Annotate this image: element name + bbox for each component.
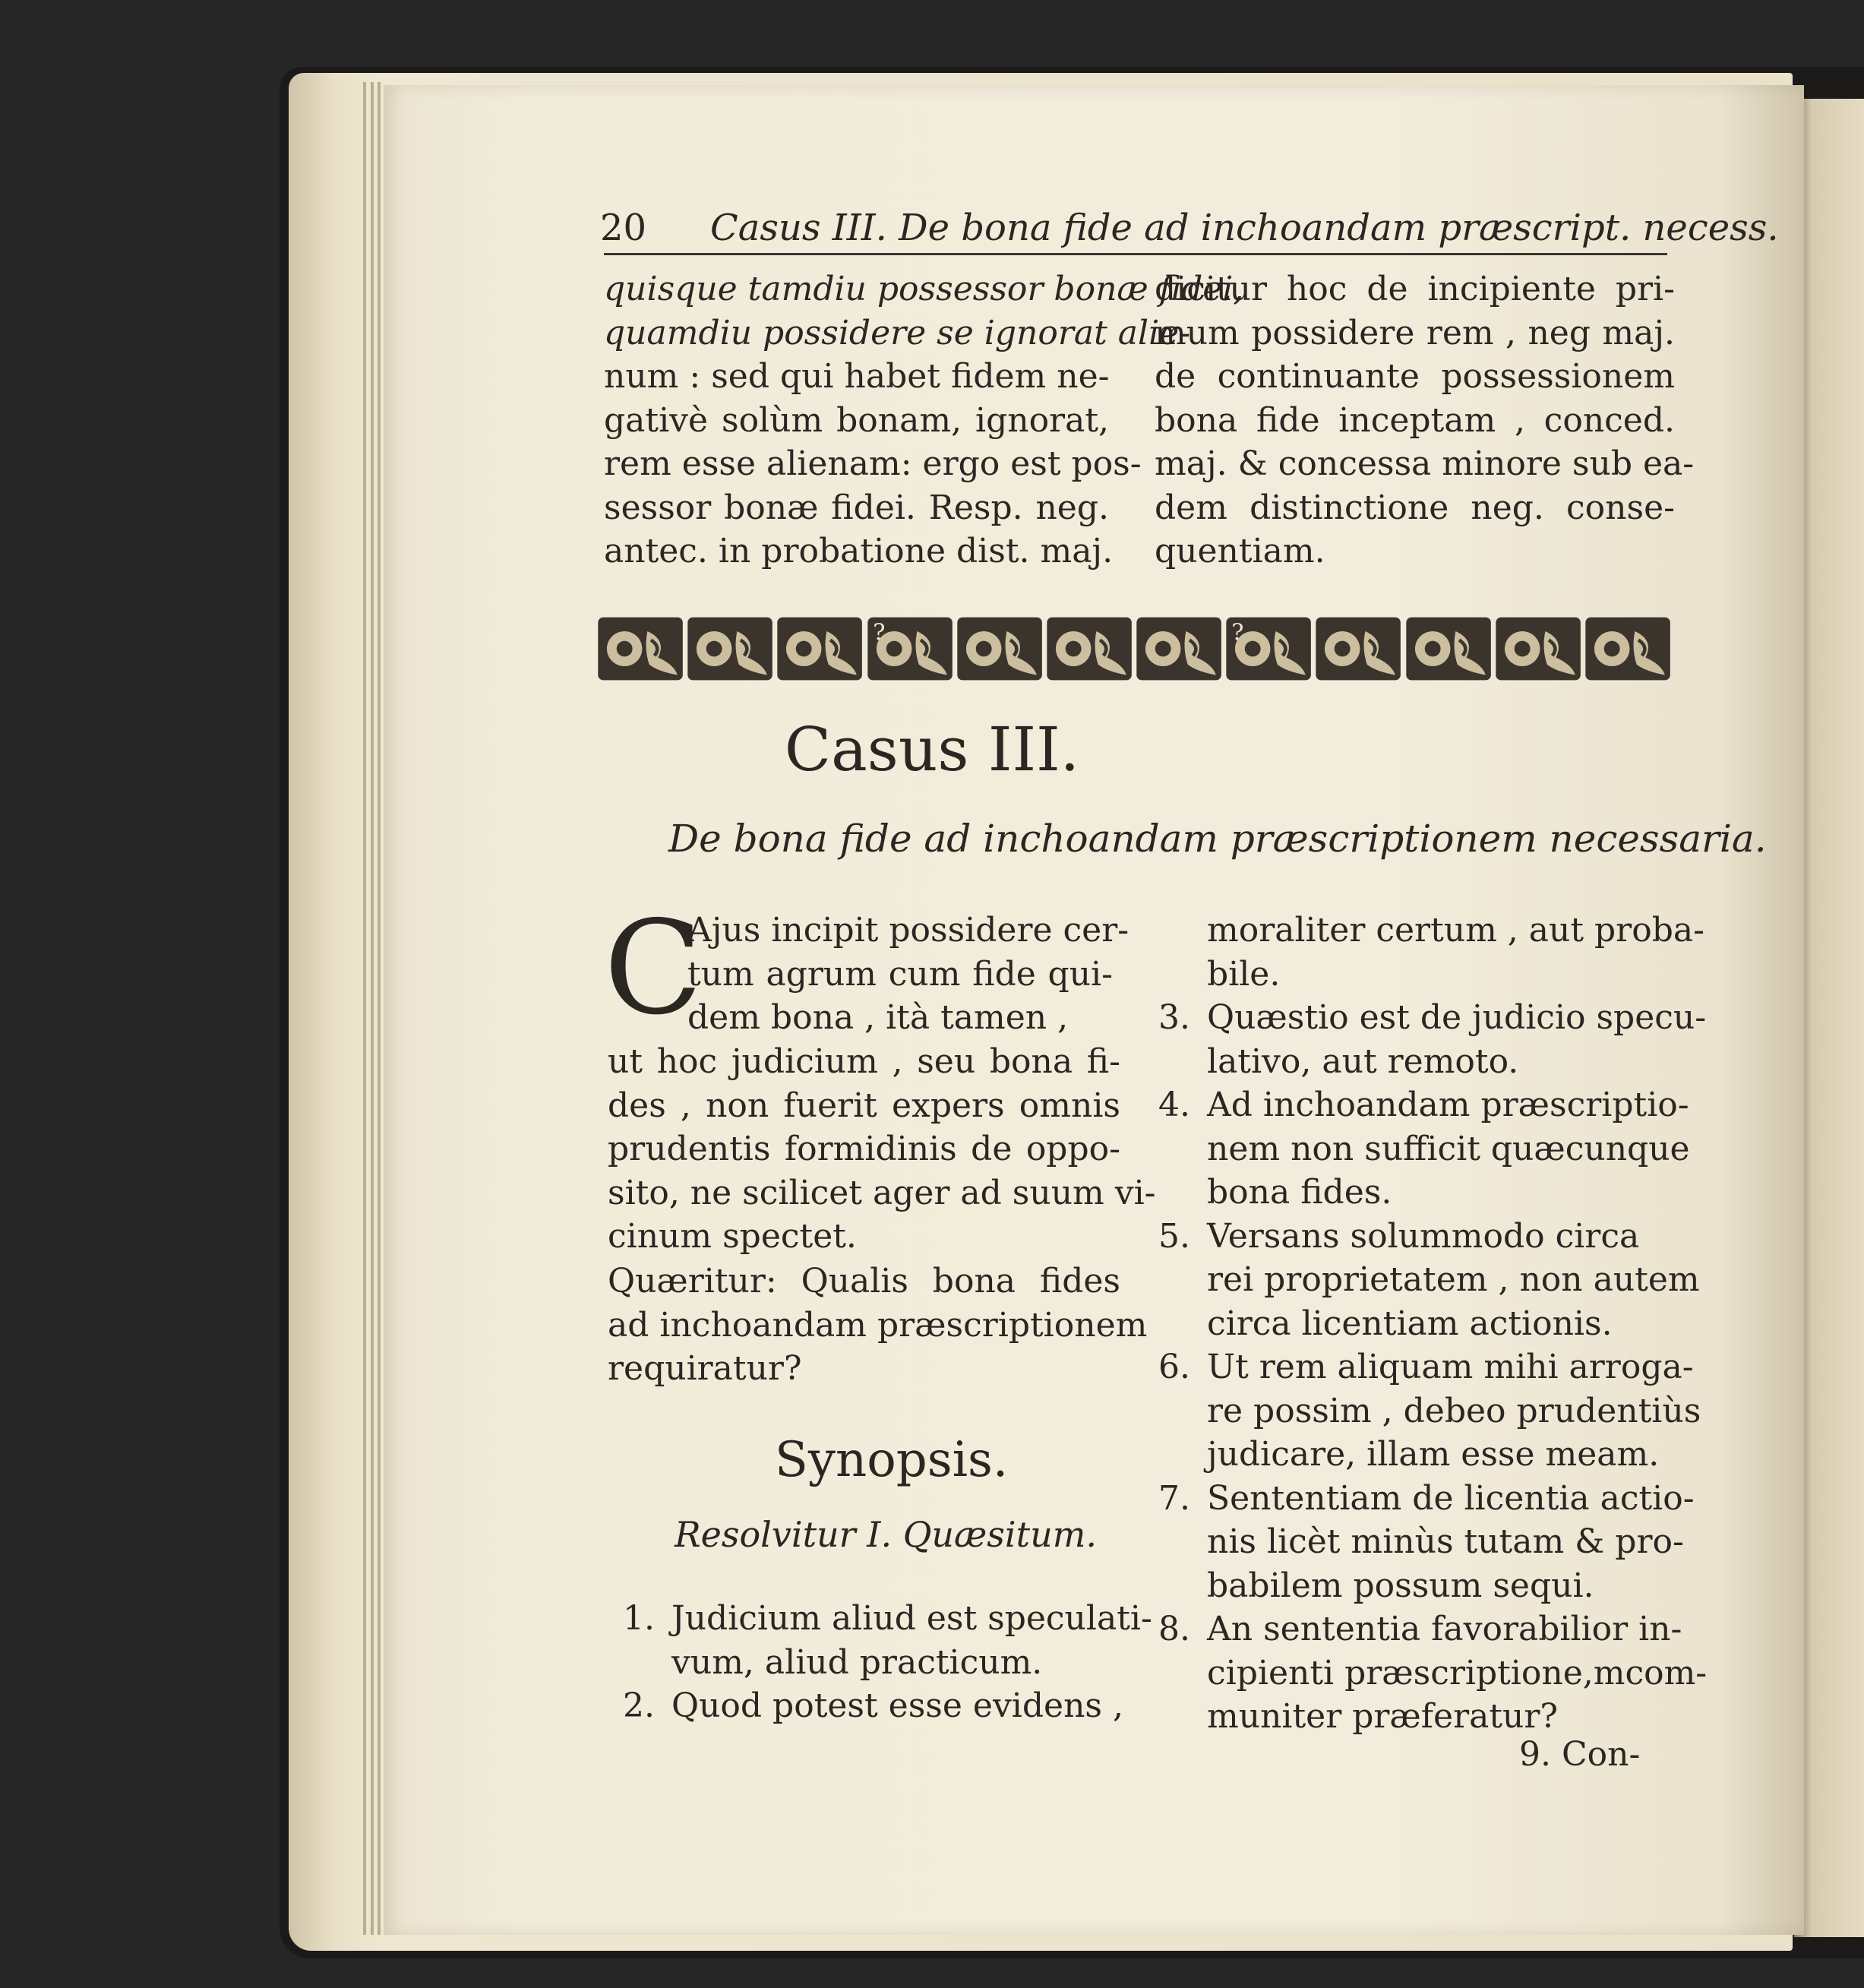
item-text: cipienti præscriptione,mcom- — [1207, 1653, 1708, 1692]
item-text: Ut rem aliquam mihi arroga- — [1207, 1348, 1694, 1386]
text-line: requiratur? — [608, 1349, 802, 1388]
text-line: Ajus incipit possidere cer- — [687, 911, 1129, 950]
item-text: nem non sufficit quæcunque — [1207, 1129, 1690, 1168]
item-number: 6. — [1158, 1348, 1190, 1386]
text-line: ut hoc judicium , seu bona fi- — [608, 1042, 1120, 1081]
text-line: ad inchoandam præscriptionem — [608, 1305, 1148, 1345]
running-head — [600, 207, 1779, 252]
page-edge — [363, 82, 366, 1935]
page-edge — [371, 82, 374, 1935]
synopsis-item-line — [1158, 1345, 1694, 1389]
item-number: 3. — [1158, 998, 1190, 1037]
synopsis-item-line — [1158, 1171, 1682, 1215]
synopsis-item-line — [1158, 1695, 1682, 1739]
ornament-glyph: ? — [1231, 619, 1244, 646]
item-text: Quæstio est de judicio specu- — [1207, 998, 1707, 1037]
floral-ornament-icon — [1314, 614, 1402, 684]
item-text: moraliter certum , aut proba- — [1207, 911, 1704, 950]
item-number: 2. — [623, 1686, 655, 1725]
item-number: 8. — [1158, 1610, 1190, 1648]
text-line: bona fide inceptam , conced. — [1155, 400, 1675, 440]
catchword: 9. Con- — [1519, 1735, 1641, 1774]
text-line: prudentis formidinis de oppo- — [608, 1130, 1120, 1168]
synopsis-title: Synopsis. — [775, 1432, 1009, 1488]
floral-ornament-icon — [776, 614, 864, 684]
text-line: antec. in probatione dist. maj. — [604, 532, 1114, 570]
text-line: sessor bonæ fidei. Resp. neg. — [604, 488, 1109, 527]
synopsis-item-line — [1158, 1127, 1690, 1171]
text-line: de continuante possessionem — [1155, 357, 1675, 396]
floral-ornament-icon — [1494, 614, 1582, 684]
floral-ornament-icon — [596, 614, 684, 684]
item-text: rei proprietatem , non autem — [1207, 1260, 1700, 1299]
synopsis-item-line — [1158, 996, 1707, 1040]
text-line: cinum spectet. — [608, 1217, 857, 1256]
text-line: dem bona , ità tamen , — [687, 998, 1069, 1037]
text-line: dicitur hoc de incipiente pri- — [1155, 270, 1675, 308]
synopsis-item-line — [623, 1597, 1152, 1641]
synopsis-left-list — [623, 1597, 1152, 1728]
body-indented-lines — [687, 909, 1129, 1040]
item-text: bile. — [1207, 954, 1281, 994]
item-text: judicare, illam esse meam. — [1207, 1435, 1660, 1474]
text-line: quisque tamdiu possessor bonæ fidei, — [604, 270, 1244, 308]
body-paragraph — [608, 1040, 1156, 1259]
synopsis-item-line — [1158, 1389, 1701, 1433]
question-paragraph — [608, 1259, 1148, 1391]
item-number: 7. — [1158, 1478, 1190, 1518]
synopsis-item-line — [623, 1641, 1139, 1685]
item-text: Versans solummodo circa — [1207, 1216, 1640, 1256]
floral-ornament-icon — [1135, 614, 1223, 684]
floral-ornament-icon — [1404, 614, 1493, 684]
item-text: lativo, aut remoto. — [1207, 1041, 1519, 1081]
casus-title: Casus III. — [784, 714, 1080, 785]
text-line: quentiam. — [1155, 532, 1325, 570]
floral-ornament-icon — [1224, 614, 1313, 684]
text-line: tum agrum cum fide qui- — [687, 954, 1113, 994]
text-line: maj. & concessa minore sub ea- — [1155, 444, 1695, 483]
ornament-glyph: ? — [872, 619, 886, 646]
synopsis-item-line — [1158, 1433, 1682, 1477]
item-text: bona fides. — [1207, 1173, 1392, 1212]
item-text: babilem possum sequi. — [1207, 1566, 1594, 1605]
item-text: Sententiam de licentia actio- — [1207, 1478, 1695, 1518]
item-text: nis licèt minùs tutam & pro- — [1207, 1522, 1684, 1561]
item-text: circa licentiam actionis. — [1207, 1304, 1613, 1343]
item-text: An sententia favorabilior in- — [1207, 1610, 1682, 1648]
floral-ornament-icon — [686, 614, 774, 684]
ornament-band — [596, 614, 1672, 684]
text-line: quamdiu possidere se ignorat alie- — [604, 313, 1191, 352]
text-line: sito, ne scilicet ager ad suum vi- — [608, 1173, 1156, 1212]
floral-ornament-icon — [1584, 614, 1672, 684]
header-rule — [604, 253, 1667, 255]
drop-cap: C — [604, 893, 703, 1044]
item-text: Quod potest esse evidens , — [671, 1686, 1123, 1725]
synopsis-item-line — [1158, 1477, 1695, 1521]
page-number: 20 — [600, 207, 647, 249]
text-line: rem esse alienam: ergo est pos- — [604, 444, 1142, 483]
synopsis-item-line — [1158, 1258, 1700, 1302]
text-line: dem distinctione neg. conse- — [1155, 488, 1675, 527]
item-text: re possim , debeo prudentiùs — [1207, 1391, 1701, 1430]
synopsis-item-line — [1158, 1520, 1682, 1564]
text-line: num : sed qui habet fidem ne- — [604, 357, 1110, 396]
floral-ornament-icon — [956, 614, 1044, 684]
synopsis-item-line — [1158, 1302, 1682, 1346]
synopsis-right-list — [1158, 909, 1708, 1739]
synopsis-item-line — [1158, 1215, 1682, 1259]
page-edge — [378, 82, 381, 1935]
text-line: des , non fuerit expers omnis — [608, 1086, 1120, 1125]
item-text: Judicium aliud est speculati- — [671, 1599, 1152, 1638]
synopsis-item-line — [1158, 1651, 1708, 1696]
casus-subtitle: De bona fide ad inchoandam præscriptionem necessaria. — [668, 817, 1767, 861]
top-right-column — [1155, 267, 1695, 574]
synopsis-item-line — [1158, 909, 1704, 953]
synopsis-item-line — [1158, 953, 1682, 997]
synopsis-item-line — [623, 1684, 1139, 1728]
synopsis-item-line — [1158, 1564, 1682, 1608]
item-text: Ad inchoandam præscriptio- — [1207, 1086, 1689, 1124]
text-line: Quæritur: Qualis bona fides — [608, 1262, 1120, 1301]
item-text: muniter præferatur? — [1207, 1697, 1558, 1736]
text-line: gativè solùm bonam, ignorat, — [604, 400, 1109, 440]
item-number: 4. — [1158, 1086, 1190, 1124]
floral-ornament-icon — [866, 614, 954, 684]
synopsis-item-line — [1158, 1607, 1682, 1651]
running-title: Casus III. De bona fide ad inchoandam præscript. necess. — [710, 207, 1779, 249]
item-number: 5. — [1158, 1216, 1190, 1256]
floral-ornament-icon — [1045, 614, 1133, 684]
text-line: mum possidere rem , neg maj. — [1155, 313, 1675, 352]
item-text: vum, aliud practicum. — [671, 1642, 1043, 1682]
facing-page-edge — [1794, 99, 1864, 1937]
synopsis-item-line — [1158, 1040, 1682, 1084]
synopsis-item-line — [1158, 1083, 1689, 1127]
item-number: 1. — [623, 1599, 655, 1638]
synopsis-subtitle: Resolvitur I. Quæsitum. — [675, 1514, 1097, 1555]
